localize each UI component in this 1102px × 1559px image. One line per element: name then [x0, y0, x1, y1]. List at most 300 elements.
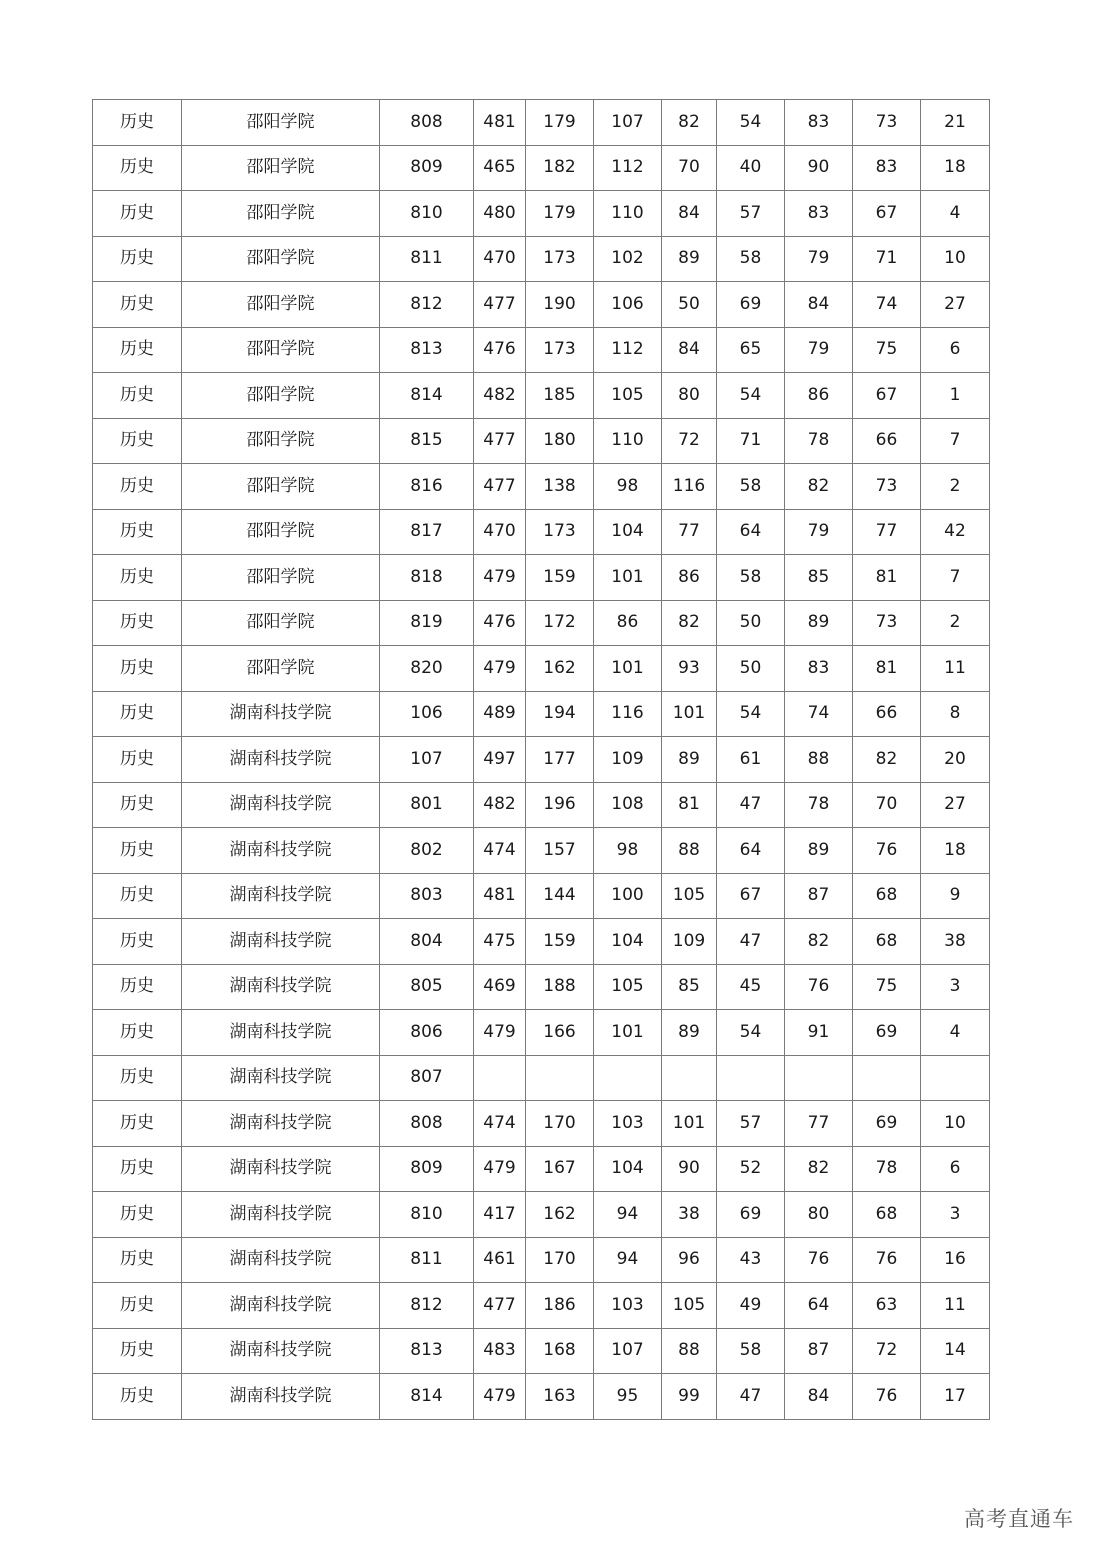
table-row: [93, 1237, 990, 1283]
total-score-cell: 470: [474, 236, 526, 282]
score-cell-1: 170: [526, 1237, 594, 1283]
major-group-code-cell: 812: [380, 1283, 474, 1329]
rank-cell: 4: [921, 191, 990, 237]
rank-cell: 42: [921, 509, 990, 555]
rank-cell: 17: [921, 1374, 990, 1420]
score-cell-5: 87: [785, 873, 853, 919]
score-cell-2: 108: [594, 782, 662, 828]
subject-cell: 历史: [93, 555, 182, 601]
score-cell-3: 84: [662, 327, 717, 373]
score-cell-1: 177: [526, 737, 594, 783]
score-cell-6: 81: [853, 646, 921, 692]
score-cell-1: 173: [526, 236, 594, 282]
score-cell-5: 88: [785, 737, 853, 783]
subject-cell: 历史: [93, 418, 182, 464]
score-cell-3: 96: [662, 1237, 717, 1283]
score-cell-6: 66: [853, 418, 921, 464]
major-group-code-cell: 809: [380, 145, 474, 191]
score-cell-3: 90: [662, 1146, 717, 1192]
score-cell-4: 57: [717, 1101, 785, 1147]
score-cell-2: 110: [594, 418, 662, 464]
score-cell-6: 71: [853, 236, 921, 282]
score-cell-6: 66: [853, 691, 921, 737]
table-row: [93, 919, 990, 965]
major-group-code-cell: 810: [380, 1192, 474, 1238]
score-cell-5: 78: [785, 418, 853, 464]
table-row: [93, 145, 990, 191]
score-cell-5: 76: [785, 1237, 853, 1283]
score-cell-2: 106: [594, 282, 662, 328]
score-cell-6: 83: [853, 145, 921, 191]
major-group-code-cell: 808: [380, 1101, 474, 1147]
table-row: [93, 782, 990, 828]
major-group-code-cell: 809: [380, 1146, 474, 1192]
score-cell-1: 172: [526, 600, 594, 646]
total-score-cell: 470: [474, 509, 526, 555]
score-cell-1: 159: [526, 555, 594, 601]
subject-cell: 历史: [93, 1055, 182, 1101]
score-cell-5: 79: [785, 509, 853, 555]
school-name-cell: 湖南科技学院: [182, 919, 380, 965]
total-score-cell: 480: [474, 191, 526, 237]
subject-cell: 历史: [93, 1192, 182, 1238]
total-score-cell: 479: [474, 646, 526, 692]
school-name-cell: 湖南科技学院: [182, 1237, 380, 1283]
score-cell-1: 170: [526, 1101, 594, 1147]
subject-cell: 历史: [93, 1283, 182, 1329]
rank-cell: 18: [921, 145, 990, 191]
rank-cell: 27: [921, 282, 990, 328]
score-cell-6: 82: [853, 737, 921, 783]
total-score-cell: 477: [474, 464, 526, 510]
score-cell-6: 67: [853, 373, 921, 419]
score-cell-4: 47: [717, 782, 785, 828]
score-cell-3: 88: [662, 1328, 717, 1374]
score-cell-2: 104: [594, 509, 662, 555]
table-row: [93, 964, 990, 1010]
subject-cell: 历史: [93, 964, 182, 1010]
total-score-cell: 481: [474, 100, 526, 146]
score-cell-2: [594, 1055, 662, 1101]
score-cell-4: 61: [717, 737, 785, 783]
subject-cell: 历史: [93, 1010, 182, 1056]
major-group-code-cell: 804: [380, 919, 474, 965]
total-score-cell: 482: [474, 782, 526, 828]
score-cell-1: 185: [526, 373, 594, 419]
score-cell-4: 64: [717, 509, 785, 555]
school-name-cell: 湖南科技学院: [182, 964, 380, 1010]
score-cell-4: 50: [717, 600, 785, 646]
score-cell-1: 179: [526, 191, 594, 237]
subject-cell: 历史: [93, 191, 182, 237]
score-cell-1: 162: [526, 1192, 594, 1238]
rank-cell: 2: [921, 600, 990, 646]
score-cell-5: 79: [785, 327, 853, 373]
rank-cell: 9: [921, 873, 990, 919]
score-cell-4: 65: [717, 327, 785, 373]
school-name-cell: 邵阳学院: [182, 100, 380, 146]
subject-cell: 历史: [93, 828, 182, 874]
score-cell-3: 101: [662, 1101, 717, 1147]
score-cell-1: 166: [526, 1010, 594, 1056]
total-score-cell: 477: [474, 418, 526, 464]
score-cell-4: 54: [717, 1010, 785, 1056]
school-name-cell: 湖南科技学院: [182, 1283, 380, 1329]
subject-cell: 历史: [93, 1237, 182, 1283]
subject-cell: 历史: [93, 646, 182, 692]
total-score-cell: 474: [474, 1101, 526, 1147]
rank-cell: 20: [921, 737, 990, 783]
table-row: [93, 1192, 990, 1238]
score-cell-3: 88: [662, 828, 717, 874]
subject-cell: 历史: [93, 873, 182, 919]
subject-cell: 历史: [93, 509, 182, 555]
score-cell-1: 188: [526, 964, 594, 1010]
table-row: [93, 100, 990, 146]
score-cell-3: 70: [662, 145, 717, 191]
school-name-cell: 湖南科技学院: [182, 1328, 380, 1374]
score-cell-6: 76: [853, 1374, 921, 1420]
table-row: [93, 282, 990, 328]
score-cell-2: 98: [594, 464, 662, 510]
score-cell-1: 167: [526, 1146, 594, 1192]
score-cell-2: 107: [594, 100, 662, 146]
score-cell-6: 73: [853, 100, 921, 146]
table-row: [93, 236, 990, 282]
score-cell-1: 173: [526, 509, 594, 555]
subject-cell: 历史: [93, 600, 182, 646]
score-cell-1: 168: [526, 1328, 594, 1374]
total-score-cell: 476: [474, 600, 526, 646]
score-cell-2: 86: [594, 600, 662, 646]
school-name-cell: 邵阳学院: [182, 600, 380, 646]
major-group-code-cell: 805: [380, 964, 474, 1010]
table-row: [93, 373, 990, 419]
table-row: [93, 1010, 990, 1056]
score-cell-2: 104: [594, 919, 662, 965]
score-cell-5: 91: [785, 1010, 853, 1056]
school-name-cell: 邵阳学院: [182, 282, 380, 328]
score-cell-6: 69: [853, 1010, 921, 1056]
score-cell-3: 109: [662, 919, 717, 965]
major-group-code-cell: 819: [380, 600, 474, 646]
total-score-cell: 479: [474, 1374, 526, 1420]
score-cell-2: 103: [594, 1283, 662, 1329]
school-name-cell: 湖南科技学院: [182, 1101, 380, 1147]
score-cell-1: 180: [526, 418, 594, 464]
total-score-cell: 497: [474, 737, 526, 783]
score-cell-2: 101: [594, 555, 662, 601]
score-cell-5: 82: [785, 919, 853, 965]
school-name-cell: 邵阳学院: [182, 373, 380, 419]
rank-cell: 4: [921, 1010, 990, 1056]
score-cell-2: 116: [594, 691, 662, 737]
score-cell-3: 72: [662, 418, 717, 464]
school-name-cell: 湖南科技学院: [182, 782, 380, 828]
table-row: [93, 873, 990, 919]
rank-cell: 6: [921, 1146, 990, 1192]
score-cell-6: 74: [853, 282, 921, 328]
major-group-code-cell: 811: [380, 1237, 474, 1283]
major-group-code-cell: 802: [380, 828, 474, 874]
subject-cell: 历史: [93, 282, 182, 328]
score-cell-2: 105: [594, 373, 662, 419]
total-score-cell: 483: [474, 1328, 526, 1374]
score-cell-4: 50: [717, 646, 785, 692]
school-name-cell: 邵阳学院: [182, 418, 380, 464]
major-group-code-cell: 813: [380, 327, 474, 373]
major-group-code-cell: 808: [380, 100, 474, 146]
major-group-code-cell: 106: [380, 691, 474, 737]
subject-cell: 历史: [93, 373, 182, 419]
score-cell-4: 58: [717, 555, 785, 601]
school-name-cell: 湖南科技学院: [182, 1374, 380, 1420]
rank-cell: 18: [921, 828, 990, 874]
rank-cell: 7: [921, 418, 990, 464]
subject-cell: 历史: [93, 1146, 182, 1192]
major-group-code-cell: 810: [380, 191, 474, 237]
rank-cell: 38: [921, 919, 990, 965]
major-group-code-cell: 807: [380, 1055, 474, 1101]
score-cell-2: 109: [594, 737, 662, 783]
score-cell-3: 82: [662, 600, 717, 646]
score-cell-3: 50: [662, 282, 717, 328]
table-row: [93, 1101, 990, 1147]
total-score-cell: 417: [474, 1192, 526, 1238]
score-cell-5: 77: [785, 1101, 853, 1147]
rank-cell: [921, 1055, 990, 1101]
score-cell-6: 78: [853, 1146, 921, 1192]
score-cell-4: 54: [717, 373, 785, 419]
major-group-code-cell: 811: [380, 236, 474, 282]
score-cell-1: 138: [526, 464, 594, 510]
score-cell-3: 38: [662, 1192, 717, 1238]
subject-cell: 历史: [93, 691, 182, 737]
major-group-code-cell: 801: [380, 782, 474, 828]
school-name-cell: 湖南科技学院: [182, 1146, 380, 1192]
table-row: [93, 646, 990, 692]
school-name-cell: 湖南科技学院: [182, 691, 380, 737]
subject-cell: 历史: [93, 1374, 182, 1420]
score-cell-4: 47: [717, 1374, 785, 1420]
rank-cell: 16: [921, 1237, 990, 1283]
total-score-cell: 479: [474, 1146, 526, 1192]
score-cell-6: 72: [853, 1328, 921, 1374]
score-cell-5: 89: [785, 828, 853, 874]
score-cell-6: 75: [853, 964, 921, 1010]
score-cell-5: 82: [785, 464, 853, 510]
school-name-cell: 湖南科技学院: [182, 828, 380, 874]
major-group-code-cell: 818: [380, 555, 474, 601]
score-cell-5: 80: [785, 1192, 853, 1238]
score-cell-4: 43: [717, 1237, 785, 1283]
total-score-cell: 465: [474, 145, 526, 191]
subject-cell: 历史: [93, 1328, 182, 1374]
major-group-code-cell: 813: [380, 1328, 474, 1374]
major-group-code-cell: 806: [380, 1010, 474, 1056]
score-cell-6: 70: [853, 782, 921, 828]
table-row: [93, 327, 990, 373]
total-score-cell: 476: [474, 327, 526, 373]
score-cell-1: 194: [526, 691, 594, 737]
score-cell-3: [662, 1055, 717, 1101]
total-score-cell: 474: [474, 828, 526, 874]
table-row: [93, 1283, 990, 1329]
score-cell-5: 85: [785, 555, 853, 601]
score-cell-4: 52: [717, 1146, 785, 1192]
score-cell-5: 86: [785, 373, 853, 419]
score-cell-2: 102: [594, 236, 662, 282]
score-cell-3: 93: [662, 646, 717, 692]
score-cell-6: 73: [853, 600, 921, 646]
school-name-cell: 邵阳学院: [182, 509, 380, 555]
score-cell-2: 94: [594, 1192, 662, 1238]
score-cell-4: 58: [717, 1328, 785, 1374]
score-cell-6: 76: [853, 1237, 921, 1283]
rank-cell: 3: [921, 964, 990, 1010]
score-cell-4: 47: [717, 919, 785, 965]
score-cell-3: 89: [662, 236, 717, 282]
score-cell-5: 87: [785, 1328, 853, 1374]
total-score-cell: 489: [474, 691, 526, 737]
score-cell-3: 81: [662, 782, 717, 828]
score-cell-1: 144: [526, 873, 594, 919]
rank-cell: 14: [921, 1328, 990, 1374]
score-cell-4: 58: [717, 236, 785, 282]
score-cell-3: 85: [662, 964, 717, 1010]
score-cell-6: 75: [853, 327, 921, 373]
total-score-cell: 477: [474, 1283, 526, 1329]
score-cell-4: 40: [717, 145, 785, 191]
major-group-code-cell: 815: [380, 418, 474, 464]
score-cell-1: 162: [526, 646, 594, 692]
total-score-cell: 469: [474, 964, 526, 1010]
score-cell-3: 77: [662, 509, 717, 555]
school-name-cell: 邵阳学院: [182, 464, 380, 510]
score-cell-2: 107: [594, 1328, 662, 1374]
rank-cell: 10: [921, 236, 990, 282]
score-cell-3: 84: [662, 191, 717, 237]
score-cell-6: 67: [853, 191, 921, 237]
total-score-cell: 479: [474, 1010, 526, 1056]
major-group-code-cell: 817: [380, 509, 474, 555]
rank-cell: 8: [921, 691, 990, 737]
rank-cell: 7: [921, 555, 990, 601]
subject-cell: 历史: [93, 737, 182, 783]
table-row: [93, 600, 990, 646]
score-cell-2: 95: [594, 1374, 662, 1420]
score-cell-5: 76: [785, 964, 853, 1010]
score-cell-1: 186: [526, 1283, 594, 1329]
score-cell-6: 73: [853, 464, 921, 510]
score-cell-5: 89: [785, 600, 853, 646]
major-group-code-cell: 803: [380, 873, 474, 919]
school-name-cell: 邵阳学院: [182, 327, 380, 373]
major-group-code-cell: 814: [380, 1374, 474, 1420]
score-cell-5: 82: [785, 1146, 853, 1192]
table-row: [93, 828, 990, 874]
rank-cell: 2: [921, 464, 990, 510]
score-cell-2: 94: [594, 1237, 662, 1283]
score-cell-6: 68: [853, 873, 921, 919]
total-score-cell: [474, 1055, 526, 1101]
school-name-cell: 邵阳学院: [182, 555, 380, 601]
major-group-code-cell: 820: [380, 646, 474, 692]
score-cell-2: 110: [594, 191, 662, 237]
score-cell-4: 57: [717, 191, 785, 237]
score-cell-4: 71: [717, 418, 785, 464]
score-cell-2: 101: [594, 646, 662, 692]
score-cell-4: 69: [717, 1192, 785, 1238]
score-cell-5: 83: [785, 646, 853, 692]
total-score-cell: 479: [474, 555, 526, 601]
score-cell-6: 63: [853, 1283, 921, 1329]
score-cell-3: 101: [662, 691, 717, 737]
rank-cell: 6: [921, 327, 990, 373]
table-row: [93, 737, 990, 783]
score-cell-3: 80: [662, 373, 717, 419]
table-row: [93, 1328, 990, 1374]
score-cell-2: 98: [594, 828, 662, 874]
subject-cell: 历史: [93, 919, 182, 965]
total-score-cell: 475: [474, 919, 526, 965]
score-cell-6: 69: [853, 1101, 921, 1147]
table-row: [93, 1055, 990, 1101]
score-cell-3: 116: [662, 464, 717, 510]
subject-cell: 历史: [93, 1101, 182, 1147]
score-cell-4: 49: [717, 1283, 785, 1329]
subject-cell: 历史: [93, 100, 182, 146]
school-name-cell: 湖南科技学院: [182, 1010, 380, 1056]
score-cell-5: 83: [785, 100, 853, 146]
score-cell-4: 69: [717, 282, 785, 328]
score-cell-4: 58: [717, 464, 785, 510]
score-cell-1: 163: [526, 1374, 594, 1420]
score-cell-1: 173: [526, 327, 594, 373]
score-cell-2: 101: [594, 1010, 662, 1056]
score-cell-3: 82: [662, 100, 717, 146]
score-cell-6: [853, 1055, 921, 1101]
score-cell-5: 83: [785, 191, 853, 237]
score-cell-1: [526, 1055, 594, 1101]
score-cell-1: 196: [526, 782, 594, 828]
score-cell-6: 81: [853, 555, 921, 601]
score-cell-2: 112: [594, 145, 662, 191]
total-score-cell: 461: [474, 1237, 526, 1283]
score-cell-3: 86: [662, 555, 717, 601]
score-cell-5: 78: [785, 782, 853, 828]
score-cell-5: 90: [785, 145, 853, 191]
table-row: [93, 555, 990, 601]
school-name-cell: 邵阳学院: [182, 145, 380, 191]
subject-cell: 历史: [93, 327, 182, 373]
score-cell-1: 157: [526, 828, 594, 874]
school-name-cell: 邵阳学院: [182, 191, 380, 237]
rank-cell: 10: [921, 1101, 990, 1147]
admission-score-table: [92, 99, 990, 1420]
table-row: [93, 1146, 990, 1192]
major-group-code-cell: 107: [380, 737, 474, 783]
rank-cell: 27: [921, 782, 990, 828]
score-cell-4: 67: [717, 873, 785, 919]
score-cell-4: [717, 1055, 785, 1101]
school-name-cell: 湖南科技学院: [182, 1192, 380, 1238]
score-cell-5: 84: [785, 1374, 853, 1420]
school-name-cell: 湖南科技学院: [182, 737, 380, 783]
score-cell-5: 84: [785, 282, 853, 328]
score-cell-4: 54: [717, 691, 785, 737]
rank-cell: 11: [921, 646, 990, 692]
